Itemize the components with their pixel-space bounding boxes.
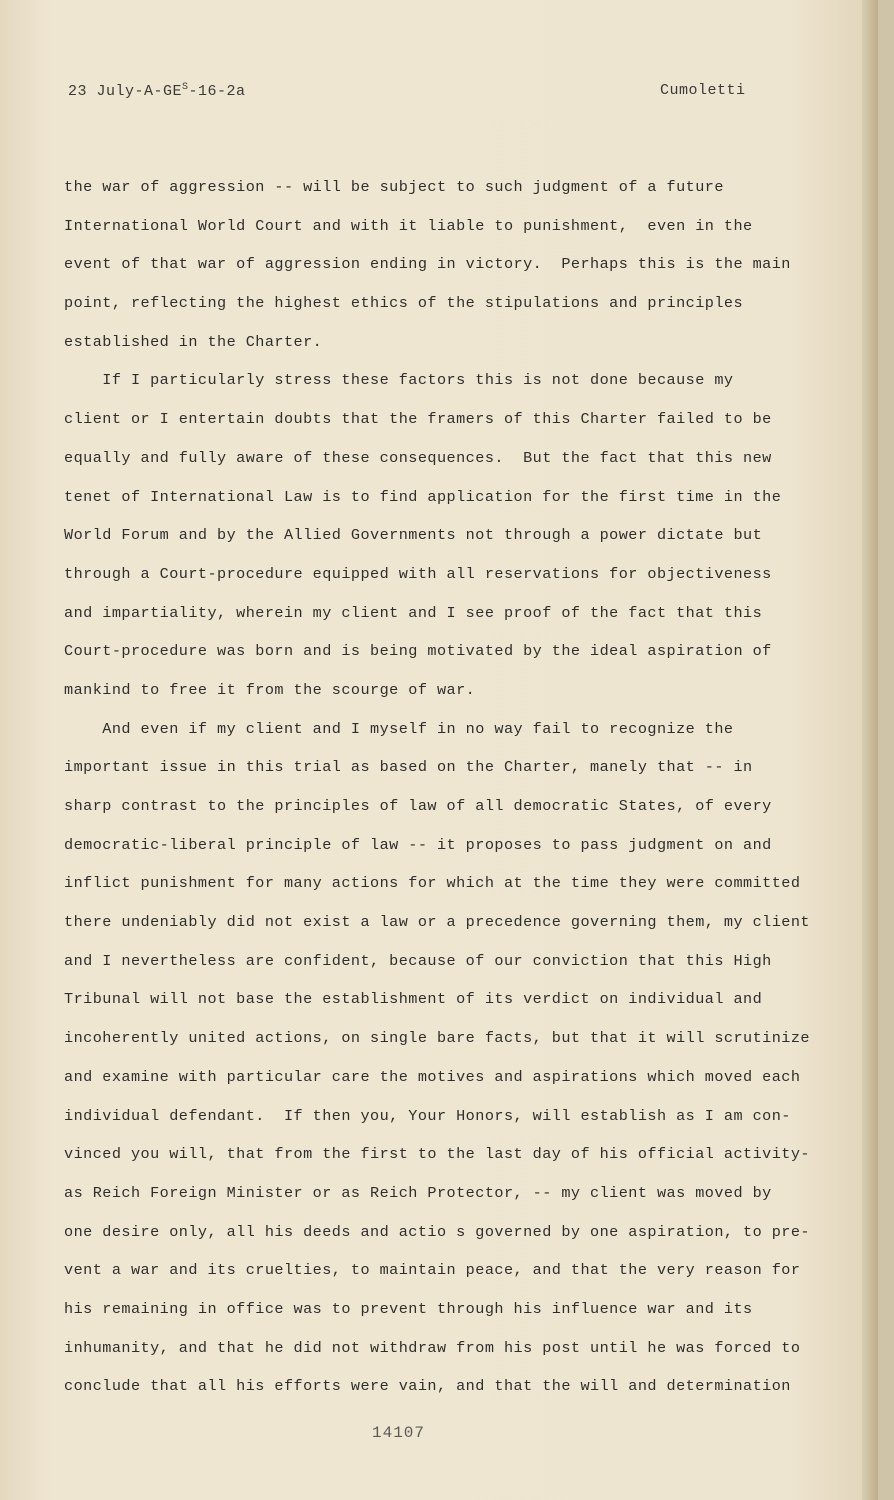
text-line: mankind to free it from the scourge of war. [64, 680, 476, 699]
text-line: his remaining in office was to prevent through his influence war and its [64, 1299, 753, 1318]
reference-suffix: -16-2a [188, 83, 246, 100]
text-line: Court-procedure was born and is being motivated by the ideal aspiration of [64, 642, 772, 661]
text-line: equally and fully aware of these consequences. But the fact that this new [64, 448, 772, 467]
text-line: through a Court-procedure equipped with all reservations for objectiveness [64, 564, 772, 583]
text-line: International World Court and with it liable to punishment, even in the [64, 216, 753, 235]
reference-prefix: 23 July-A-GE [68, 83, 183, 100]
text-line: established in the Charter. [64, 332, 323, 351]
body-text [64, 174, 824, 1412]
text-line: event of that war of aggression ending in victory. Perhaps this is the main [64, 255, 791, 274]
text-line: If I particularly stress these factors this is not done because my [64, 371, 734, 390]
text-line: there undeniably did not exist a law or a precedence governing them, my client [64, 913, 810, 932]
page-edge [862, 0, 878, 1500]
text-line: and examine with particular care the motives and aspirations which moved each [64, 1067, 801, 1086]
text-line: Tribunal will not base the establishment of its verdict on individual and [64, 990, 763, 1009]
text-line: the war of aggression -- will be subject to such judgment of a future [64, 178, 724, 196]
text-line: conclude that all his efforts were vain, and that the will and determination [64, 1377, 791, 1396]
text-line: And even if my client and I myself in no way fail to recognize the [64, 719, 734, 738]
text-line: vinced you will, that from the first to the last day of his official activity- [64, 1145, 810, 1164]
text-line: one desire only, all his deeds and actio s governed by one aspiration, to pre- [64, 1222, 810, 1241]
text-line: vent a war and its cruelties, to maintain peace, and that the very reason for [64, 1261, 801, 1280]
text-line: client or I entertain doubts that the framers of this Charter failed to be [64, 410, 772, 429]
text-line: inflict punishment for many actions for which at the time they were committed [64, 874, 801, 893]
text-line: individual defendant. If then you, Your Honors, will establish as I am con- [64, 1106, 791, 1125]
text-line: tenet of International Law is to find application for the first time in the [64, 487, 782, 506]
text-line: point, reflecting the highest ethics of the stipulations and principles [64, 294, 744, 313]
page-number: 14107 [372, 1424, 426, 1442]
text-line: sharp contrast to the principles of law of all democratic States, of every [64, 797, 772, 815]
text-line: as Reich Foreign Minister or as Reich Protector, -- my client was moved by [64, 1183, 772, 1202]
text-line: important issue in this trial as based on the Charter, manely that -- in [64, 758, 753, 777]
text-line: World Forum and by the Allied Governments not through a power dictate but [64, 526, 763, 545]
text-line: incoherently united actions, on single bare facts, but that it will scrutinize [64, 1029, 810, 1048]
text-line: and impartiality, wherein my client and I see proof of the fact that this [64, 603, 763, 622]
transcript-reference [68, 82, 246, 100]
text-line: and I nevertheless are confident, because of our conviction that this High [64, 951, 772, 970]
reference-superscript: S [182, 82, 189, 93]
text-line: inhumanity, and that he did not withdraw from his post until he was forced to [64, 1338, 801, 1357]
reporter-name: Cumoletti [660, 82, 746, 99]
text-line: democratic-liberal principle of law -- it proposes to pass judgment on and [64, 835, 772, 854]
